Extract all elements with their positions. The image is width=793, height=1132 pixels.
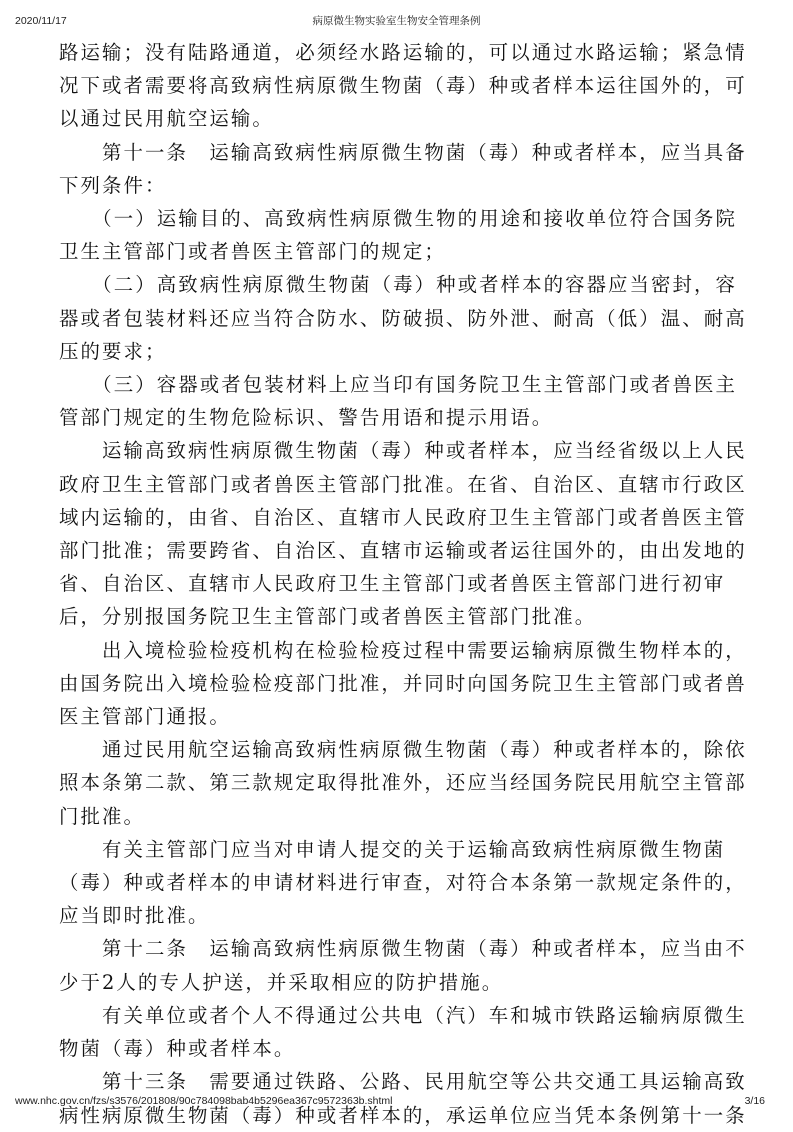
body-line: 病性病原微生物菌（毒）种或者样本的，承运单位应当凭本条例第十一条 [59,1103,747,1127]
body-line: 器或者包装材料还应当符合防水、防破损、防外泄、耐高（低）温、耐高 [59,306,747,330]
body-line: 下列条件： [59,173,167,197]
body-line: 卫生主管部门或者兽医主管部门的规定； [59,240,446,264]
body-line: 压的要求； [59,339,167,363]
body-line: 应当即时批准。 [59,904,210,928]
body-line: （三）容器或者包装材料上应当印有国务院卫生主管部门或者兽医主 [59,373,737,397]
body-line: 省、自治区、直辖市人民政府卫生主管部门或者兽医主管部门进行初审 [59,572,726,596]
document-body [59,36,749,1132]
body-line: 运输高致病性病原微生物菌（毒）种或者样本，应当经省级以上人民 [59,439,747,463]
print-date: 2020/11/17 [15,15,67,27]
page-url: www.nhc.gov.cn/fzs/s3576/201808/90c784098bab4b5296ea367c9572363b.shtml [15,1095,393,1107]
page-number: 3/16 [744,1095,765,1107]
body-line: 出入境检验检疫机构在检验检疫过程中需要运输病原微生物样本的， [59,638,747,662]
body-line: 物菌（毒）种或者样本。 [59,1037,296,1061]
body-line: 政府卫生主管部门或者兽医主管部门批准。在省、自治区、直辖市行政区 [59,472,747,496]
page-header-title: 病原微生物实验室生物安全管理条例 [312,15,481,27]
body-line: （二）高致病性病原微生物菌（毒）种或者样本的容器应当密封，容 [59,273,737,297]
body-line: 由国务院出入境检验检疫部门批准，并同时向国务院卫生主管部门或者兽 [59,671,747,695]
body-line: 有关主管部门应当对申请人提交的关于运输高致病性病原微生物菌 [59,837,726,861]
body-line: 第十二条 运输高致病性病原微生物菌（毒）种或者样本，应当由不 [59,937,747,961]
body-line: 少于2人的专人护送，并采取相应的防护措施。 [59,970,504,994]
body-line: （毒）种或者样本的申请材料进行审查，对符合本条第一款规定条件的， [59,871,747,895]
body-line: 照本条第二款、第三款规定取得批准外，还应当经国务院民用航空主管部 [59,771,747,795]
body-line: 有关单位或者个人不得通过公共电（汽）车和城市铁路运输病原微生 [59,1003,747,1027]
body-line: 以通过民用航空运输。 [59,107,274,131]
body-line: 通过民用航空运输高致病性病原微生物菌（毒）种或者样本的，除依 [59,738,747,762]
body-line: 第十一条 运输高致病性病原微生物菌（毒）种或者样本，应当具备 [59,140,747,164]
body-line: 况下或者需要将高致病性病原微生物菌（毒）种或者样本运往国外的，可 [59,74,747,98]
body-line: 部门批准；需要跨省、自治区、直辖市运输或者运往国外的，由出发地的 [59,539,747,563]
body-line: 第十三条 需要通过铁路、公路、民用航空等公共交通工具运输高致 [59,1070,747,1094]
body-line: 路运输；没有陆路通道，必须经水路运输的，可以通过水路运输；紧急情 [59,41,747,64]
body-line: 域内运输的，由省、自治区、直辖市人民政府卫生主管部门或者兽医主管 [59,505,747,529]
body-line: 门批准。 [59,804,145,828]
body-line: 管部门规定的生物危险标识、警告用语和提示用语。 [59,406,554,430]
body-line: （一）运输目的、高致病性病原微生物的用途和接收单位符合国务院 [59,207,737,231]
body-line: 医主管部门通报。 [59,705,231,729]
body-line: 后，分别报国务院卫生主管部门或者兽医主管部门批准。 [59,605,597,629]
